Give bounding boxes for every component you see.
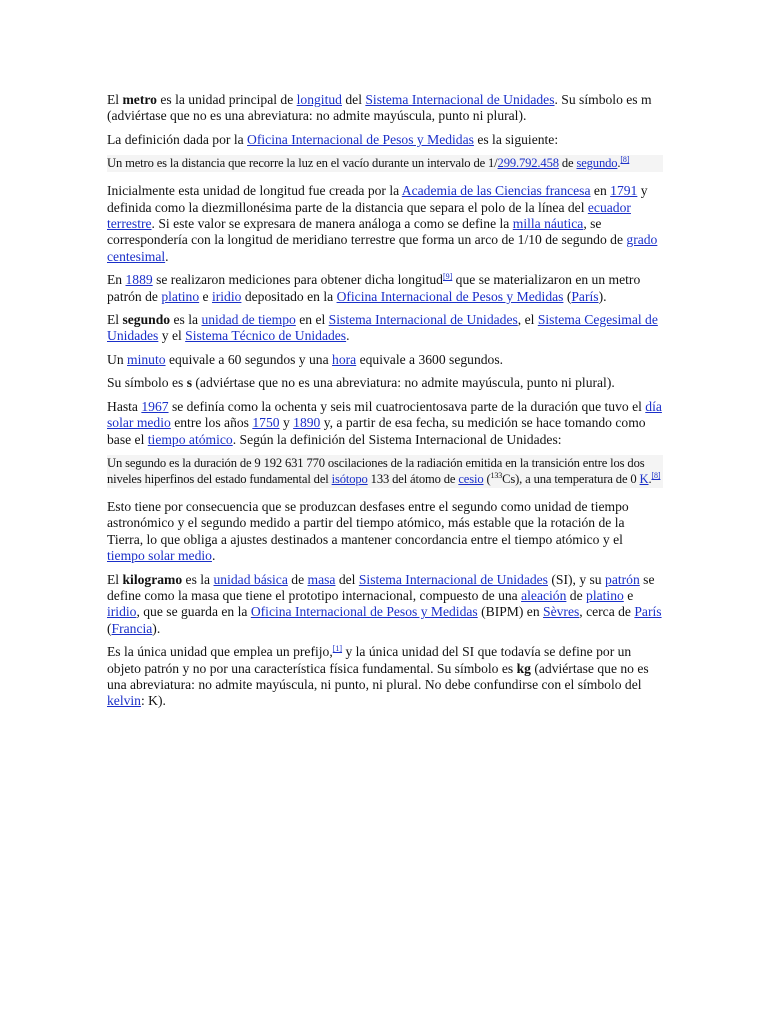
- link-unidad-basica[interactable]: unidad básica: [213, 571, 288, 587]
- reference-9[interactable]: [9]: [442, 272, 453, 282]
- link-segundo[interactable]: segundo: [576, 156, 618, 171]
- text: 133 del átomo de: [367, 471, 459, 486]
- text: que se materializaron en un metro patrón de: [107, 272, 641, 304]
- text: en: [590, 183, 611, 199]
- text: e: [199, 288, 212, 304]
- reference-8[interactable]: [8]: [651, 470, 661, 480]
- text: , cerca de: [579, 604, 635, 620]
- text: de: [566, 587, 587, 603]
- text: El: [107, 92, 123, 107]
- link-patron[interactable]: patrón: [605, 571, 640, 587]
- link-si[interactable]: Sistema Internacional de Unidades: [365, 92, 555, 107]
- text: .: [648, 471, 652, 486]
- text: . Su símbolo es m (adviértase que no es una abreviatura: no admite mayúscula, punto ni plural).: [107, 92, 652, 124]
- text: es la: [182, 571, 214, 587]
- article-body: [107, 92, 663, 717]
- text: , se correspondería con la longitud de meridiano terrestre que forma un arco de 1/10 de segundo de: [107, 216, 627, 248]
- term-kg: kg: [516, 660, 531, 676]
- text: (BIPM) en: [477, 604, 544, 620]
- text: ).: [152, 620, 161, 636]
- link-isotopo[interactable]: isótopo: [331, 471, 368, 486]
- text: .: [346, 328, 350, 344]
- text: Esto tiene por consecuencia que se produzcan desfases entre el segundo como unidad de tiempo astronómico y el segundo medido a partir del tiempo atómico, más estable que la rotación de la Tierra, lo que obliga a ajustes destinados a mantener concordancia entre el tiempo atómico y el: [107, 498, 629, 547]
- text: .: [617, 156, 621, 171]
- link-milla-nautica[interactable]: milla náutica: [512, 216, 584, 232]
- link-aleacion[interactable]: aleación: [521, 587, 567, 603]
- text: y el: [158, 328, 186, 344]
- text: del: [335, 571, 359, 587]
- link-masa[interactable]: masa: [307, 571, 336, 587]
- text: Inicialmente esta unidad de longitud fue creada por la: [107, 183, 402, 199]
- paragraph-metro: [107, 92, 663, 125]
- link-cegesimal[interactable]: Sistema Cegesimal de Unidades: [107, 312, 658, 344]
- text: y definida como la diezmillonésima parte de la distancia que separa el polo de la línea del: [107, 183, 648, 215]
- text: Un: [107, 351, 128, 367]
- text: (adviértase que no es una abreviatura: no admite mayúscula, ni punto, ni plural. No debe confundirse con el símbolo del: [107, 660, 649, 692]
- text: depositado en la: [241, 288, 337, 304]
- link-sistema-tecnico[interactable]: Sistema Técnico de Unidades: [185, 328, 347, 344]
- link-cesio[interactable]: cesio: [458, 471, 484, 486]
- text: de: [558, 156, 577, 171]
- text: de: [287, 571, 308, 587]
- link-kelvin[interactable]: kelvin: [107, 693, 141, 709]
- link-tiempo-atomico[interactable]: tiempo atómico: [147, 431, 233, 447]
- link-dia-solar-medio[interactable]: día solar medio: [107, 398, 662, 431]
- text: se definía como la ochenta y seis mil cuatrocientosava parte de la duración que tuvo el: [168, 398, 646, 414]
- paragraph-definicion: [107, 132, 663, 148]
- text: y la única unidad del SI que todavía se define por un objeto patrón y no por una característica física fundamental. Su símbolo es: [107, 644, 632, 676]
- link-paris[interactable]: París: [634, 604, 662, 620]
- text: (: [107, 620, 112, 636]
- paragraph-prefijo: [107, 644, 663, 710]
- text: (: [483, 471, 491, 486]
- text: equivale a 60 segundos y una: [165, 351, 333, 367]
- text: .: [211, 548, 216, 564]
- text: entre los años: [170, 415, 253, 431]
- link-1750[interactable]: 1750: [252, 415, 280, 431]
- text: equivale a 3600 segundos.: [356, 351, 504, 367]
- link-1791[interactable]: 1791: [610, 183, 638, 199]
- link-grado-centesimal[interactable]: grado centesimal: [107, 232, 658, 264]
- text: y, a partir de esa fecha, su medición se hace tomando como base el: [107, 415, 646, 447]
- link-iridio[interactable]: iridio: [211, 288, 242, 304]
- reference-1[interactable]: [1]: [332, 644, 343, 654]
- link-bipm[interactable]: Oficina Internacional de Pesos y Medidas: [247, 131, 474, 147]
- text: es la: [170, 312, 202, 328]
- link-kelvin[interactable]: K: [639, 471, 649, 486]
- link-unidad-de-tiempo[interactable]: unidad de tiempo: [201, 312, 296, 328]
- text: .: [165, 248, 169, 264]
- text: (SI), y su: [547, 571, 606, 587]
- link-1889[interactable]: 1889: [125, 272, 153, 288]
- link-tiempo-solar-medio[interactable]: tiempo solar medio: [107, 548, 212, 564]
- text: : K).: [140, 693, 166, 709]
- link-platino[interactable]: platino: [161, 288, 200, 304]
- paragraph-kilogramo: [107, 572, 663, 638]
- term-kilogramo: kilogramo: [122, 571, 183, 587]
- term-s: s: [186, 375, 192, 391]
- paragraph-1967: [107, 399, 663, 448]
- text: (: [563, 288, 572, 304]
- text: El: [107, 571, 123, 587]
- paragraph-1889: [107, 272, 663, 305]
- text: . Si este valor se expresara de manera análoga a como se define la: [151, 216, 513, 232]
- link-francia[interactable]: Francia: [111, 620, 153, 636]
- link-si[interactable]: Sistema Internacional de Unidades: [328, 312, 518, 328]
- text: Un metro es la distancia que recorre la luz en el vacío durante un intervalo de 1/: [107, 156, 498, 171]
- text: . Según la definición del Sistema Internacional de Unidades:: [232, 431, 562, 447]
- link-longitud[interactable]: longitud: [296, 92, 342, 107]
- link-paris[interactable]: París: [571, 288, 599, 304]
- text: En: [107, 272, 126, 288]
- paragraph-historia-metro: [107, 183, 663, 265]
- link-bipm[interactable]: Oficina Internacional de Pesos y Medidas: [250, 604, 478, 620]
- quote-segundo-definition: [107, 455, 663, 488]
- link-platino[interactable]: platino: [586, 587, 624, 603]
- paragraph-minuto: [107, 352, 663, 368]
- text: , que se guarda en la: [136, 604, 251, 620]
- text: Hasta: [107, 398, 142, 414]
- text: , el: [517, 312, 538, 328]
- link-bipm[interactable]: Oficina Internacional de Pesos y Medidas: [336, 288, 564, 304]
- link-sevres[interactable]: Sèvres: [543, 604, 580, 620]
- text: e: [623, 587, 634, 603]
- link-si[interactable]: Sistema Internacional de Unidades: [358, 571, 548, 587]
- reference-8[interactable]: [8]: [620, 155, 630, 165]
- link-hora[interactable]: hora: [332, 351, 357, 367]
- quote-metro-definition: [107, 155, 663, 172]
- text: Cs), a una temperatura de 0: [502, 471, 640, 486]
- text: Su símbolo es: [107, 375, 187, 391]
- text: se realizaron mediciones para obtener dicha longitud: [152, 272, 443, 288]
- paragraph-simbolo-s: [107, 375, 663, 391]
- term-metro: metro: [122, 92, 157, 107]
- link-ecuador[interactable]: ecuador terrestre: [107, 199, 631, 232]
- text: en el: [295, 312, 329, 328]
- superscript-133: 133: [490, 470, 503, 480]
- text: (adviértase que no es una abreviatura: no admite mayúscula, punto ni plural).: [191, 375, 615, 391]
- paragraph-desfases: [107, 499, 663, 565]
- text: se define como la masa que tiene el prototipo internacional, compuesto de una: [107, 571, 655, 603]
- text: Un segundo es la duración de 9 192 631 770 oscilaciones de la radiación emitida en la transición entre los dos niveles hiperfinos del estado fundamental del: [107, 455, 645, 486]
- text: del: [341, 92, 366, 107]
- text: La definición dada por la: [107, 131, 248, 147]
- link-iridio[interactable]: iridio: [107, 604, 137, 620]
- link-299792458[interactable]: 299.792.458: [497, 156, 559, 171]
- term-segundo: segundo: [122, 312, 171, 328]
- link-minuto[interactable]: minuto: [127, 351, 166, 367]
- paragraph-segundo: [107, 312, 663, 345]
- link-1890[interactable]: 1890: [293, 415, 321, 431]
- text: es la siguiente:: [473, 131, 559, 147]
- link-1967[interactable]: 1967: [141, 398, 169, 414]
- text: y: [279, 415, 294, 431]
- text: Es la única unidad que emplea un prefijo,: [107, 644, 333, 660]
- text: El: [107, 312, 123, 328]
- link-academia[interactable]: Academia de las Ciencias francesa: [401, 183, 591, 199]
- text: es la unidad principal de: [156, 92, 297, 107]
- text: ).: [598, 288, 607, 304]
